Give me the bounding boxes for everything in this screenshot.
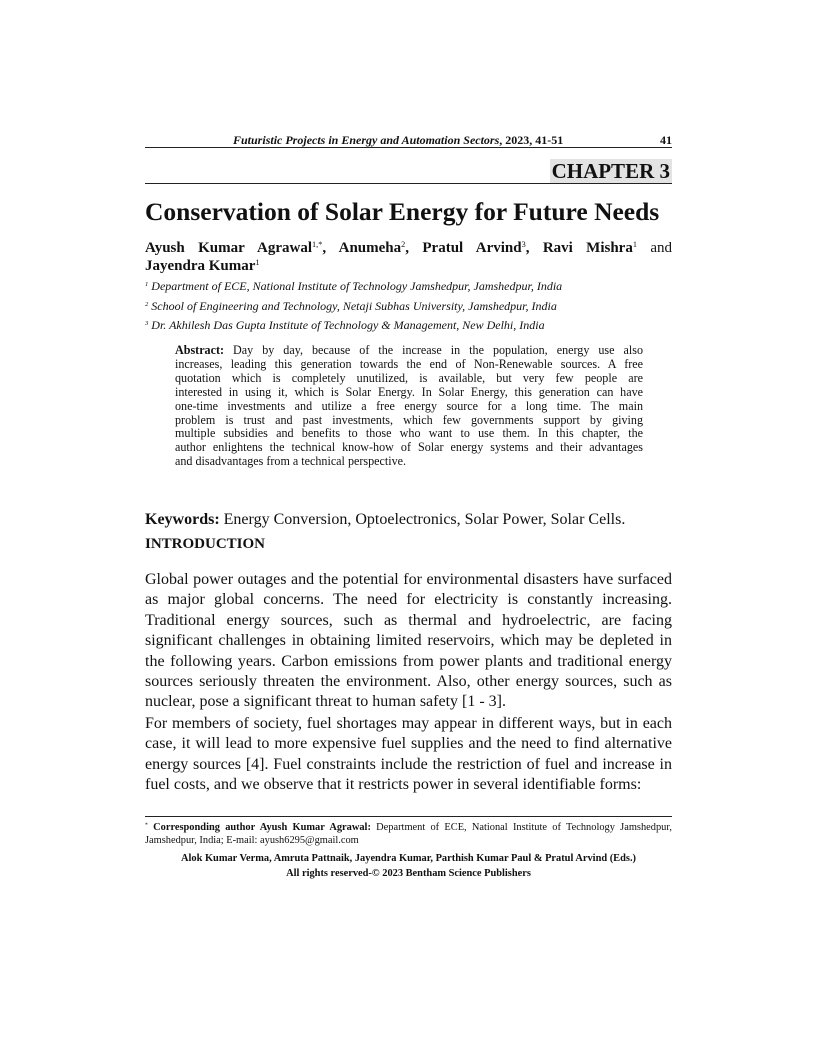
keywords-text: Energy Conversion, Optoelectronics, Solar Power, Solar Cells. [219, 511, 626, 528]
text-line [145, 672, 672, 692]
line-text: increases, leading this generation towards the end of Non-Renewable sources. A free [175, 356, 643, 371]
page-number: 41 [660, 133, 672, 147]
text-line [145, 590, 672, 610]
aff-text: Department of ECE, National Institute of Technology Jamshedpur, Jamshedpur, India [151, 279, 563, 293]
text-line [145, 692, 672, 712]
sep: , [405, 240, 423, 256]
aff-sup: 1 [145, 281, 149, 289]
text-line [145, 611, 672, 631]
author-name: Ayush Kumar Agrawal [145, 240, 313, 256]
line-text: interested in using it, which is Solar Energy. In Solar Energy, this generation can have [175, 384, 643, 399]
header-rule [145, 147, 672, 148]
aff-text: Dr. Akhilesh Das Gupta Institute of Technology & Management, New Delhi, India [151, 318, 545, 332]
text-line [175, 414, 643, 428]
fn-text: Jamshedpur, India; E-mail: ayush6295@gmail.com [145, 834, 359, 846]
text-line [175, 441, 643, 455]
text-line [145, 775, 672, 795]
keywords-label: Keywords: [145, 511, 220, 528]
editors: Alok Kumar Verma, Amruta Pattnaik, Jayendra Kumar, Parthish Kumar Paul & Pratul Arvind (Eds.) [181, 853, 636, 864]
author-sup: 1,* [312, 240, 323, 250]
text-line [145, 734, 672, 754]
abstract [175, 344, 643, 469]
page-title: Conservation of Solar Energy for Future Needs [145, 197, 660, 226]
line-text: and disadvantages from a technical perspective. [175, 454, 407, 469]
line-text: as major global concerns. The need for electricity is constantly increasing. [145, 591, 672, 609]
copyright: All rights reserved-© 2023 Bentham Science Publishers [286, 868, 531, 879]
text-line [145, 714, 672, 734]
line-text: Global power outages and the potential for environmental disasters have surfaced [145, 571, 672, 588]
text-line [175, 372, 643, 386]
line-text: the following years. Carbon emissions from power plants and traditional energy [145, 652, 672, 670]
line-text: For members of society, fuel shortages may appear in different ways, but in each [145, 715, 672, 732]
affiliation [145, 316, 562, 336]
abstract-label: Abstract: [175, 343, 225, 357]
text-line [145, 755, 672, 775]
text-line [145, 631, 672, 651]
fn-label: Corresponding author Ayush Kumar Agrawal: [153, 822, 371, 833]
paragraph [145, 714, 672, 796]
text-line [175, 386, 643, 400]
section-heading: INTRODUCTION [145, 536, 266, 552]
text-line [175, 455, 643, 469]
sep: , [322, 240, 339, 256]
aff-sup: 2 [145, 300, 149, 308]
journal-title: Futuristic Projects in Energy and Automation Sectors [233, 133, 500, 147]
line-text: multiple subsidies and benefits to those who want to use them. In this chapter, the [175, 426, 643, 441]
line-text: Traditional energy sources, such as thermal and hydroelectric, are facing [145, 611, 672, 629]
line-text: one-time investments and utilize a free energy source for a long time. The main [175, 398, 643, 413]
chapter-rule [145, 183, 672, 184]
line-text: energy sources [4]. Fuel constraints include the restriction of fuel and increase in [145, 755, 672, 773]
line-text: significant challenges in obtaining limited reservoirs, which may be depleted in [145, 632, 672, 650]
author-name: Pratul Arvind [422, 240, 522, 256]
line-text: Day by day, because of the increase in the population, energy use also [224, 343, 643, 357]
fn-text: Department of ECE, National Institute of Technology Jamshedpur, [370, 822, 672, 833]
footnote-rule [145, 816, 672, 817]
sep: and [636, 240, 672, 256]
author-sup: 3 [521, 240, 526, 250]
text-line [175, 427, 643, 441]
publisher-info [145, 851, 672, 881]
author-list [145, 239, 672, 275]
text-line [145, 570, 672, 590]
author-sup: 1 [255, 258, 260, 268]
line-text: nuclear, pose a significant threat to human safety [1 - 3]. [145, 693, 507, 711]
chapter-label: CHAPTER 3 [551, 159, 670, 183]
footnote [145, 822, 672, 847]
line-text: quotation which is completely unutilized, is available, but very few people are [175, 370, 643, 385]
text-line [145, 652, 672, 672]
line-text: author enlightens the technical know-how of Solar energy systems and their advantages [175, 440, 643, 455]
journal-info: , 2023, 41-51 [499, 133, 564, 147]
line-text: fuel costs, and we observe that it restricts power in several identifiable forms: [145, 776, 642, 794]
sep: , [525, 240, 543, 256]
text-line [175, 358, 643, 372]
author-sup: 1 [632, 240, 637, 250]
aff-sup: 3 [145, 320, 149, 328]
keywords [145, 511, 625, 529]
line-text: sources seriously threaten the environment. Also, other energy sources, such as [145, 673, 672, 691]
aff-text: School of Engineering and Technology, Netaji Subhas University, Jamshedpur, India [151, 298, 557, 313]
author-name: Jayendra Kumar [145, 258, 256, 274]
line-text: problem is trust and past investments, which few governments support by giving [175, 412, 643, 427]
author-name: Ravi Mishra [542, 240, 633, 256]
line-text: case, it will lead to more expensive fuel supplies and the need to find alternative [145, 735, 672, 753]
affiliation [145, 297, 562, 317]
author-name: Anumeha [338, 240, 402, 256]
fn-sup: * [145, 822, 148, 829]
author-sup: 2 [401, 240, 406, 250]
affiliation [145, 277, 562, 297]
paragraph [145, 570, 672, 713]
text-line [175, 344, 643, 358]
affiliations [145, 277, 562, 336]
text-line [175, 400, 643, 414]
